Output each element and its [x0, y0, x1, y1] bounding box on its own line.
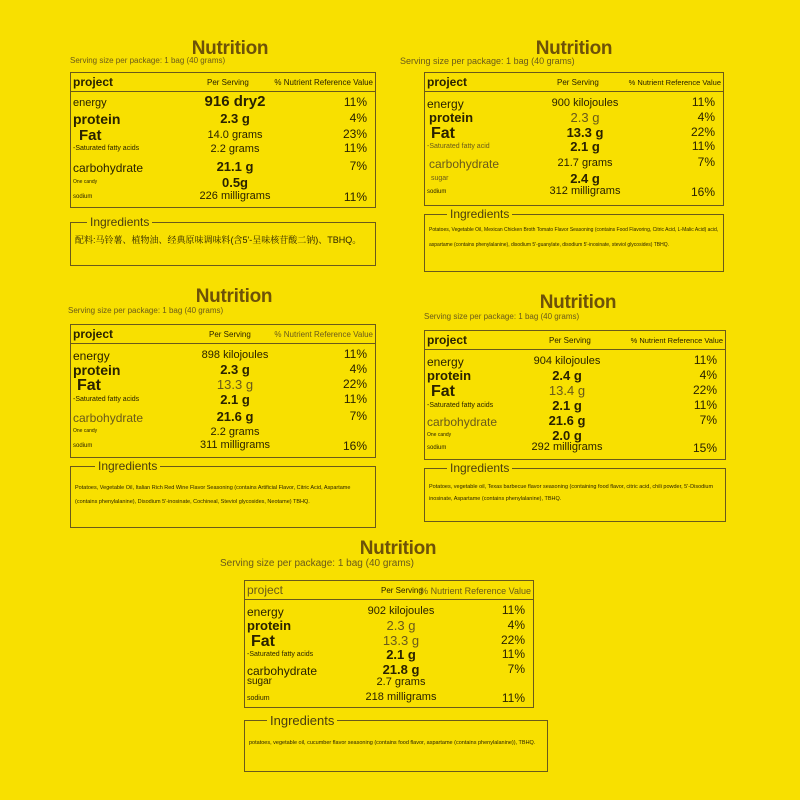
table-row	[245, 603, 533, 618]
row-value: 2.1 g	[570, 139, 600, 154]
table-header	[71, 325, 375, 344]
row-nrv: 16%	[342, 439, 367, 453]
row-name: protein	[429, 110, 474, 125]
ingredients-title: Ingredients	[447, 207, 512, 221]
table-row	[71, 409, 375, 424]
nutrition-panel-4	[424, 292, 726, 524]
row-value: 21.8 g	[382, 662, 420, 677]
table-header	[71, 73, 375, 92]
table-row	[245, 662, 533, 677]
row-nrv: 7%	[697, 155, 715, 169]
row-nrv: 22%	[692, 383, 717, 397]
table-row	[425, 413, 725, 428]
panel-title: Nutrition	[539, 292, 617, 313]
row-value: 2.2 grams	[210, 426, 260, 438]
row-name: -Saturated fatty acids	[73, 145, 140, 152]
row-name: protein	[247, 618, 292, 633]
ingredients-text: Potatoes, vegetable oil, Texas barbecue flavor seasoning (containing food flavor, citric acid, chili powder, 5'-Disodium inosinate, Aspartame (contains phenylalanine), TBHQ.	[429, 484, 714, 502]
row-nrv: 11%	[501, 647, 525, 661]
header-project: project	[73, 327, 114, 341]
row-name: -Saturated fatty acids	[73, 396, 140, 403]
serving-size: Serving size per package: 1 bag (40 grams)	[68, 306, 224, 315]
table-row	[245, 691, 533, 706]
row-name: energy	[247, 605, 284, 619]
nutrition-table	[244, 580, 534, 708]
row-nrv: 11%	[501, 691, 525, 705]
row-value: 898 kilojoules	[201, 349, 269, 361]
row-value: 2.4 g	[570, 171, 600, 186]
row-value: 13.3 g	[382, 633, 420, 648]
nutrition-table	[424, 72, 724, 206]
ingredients-text: Potatoes, Vegetable Oil, Mexican Chicken Broth Tomato Flavor Seasoning (contains Food Flavoring, Citric Acid, L-Malic Acid) acid, aspartame (contains phenylalanine), disodium 5'-guanylate, disodium 5'-inosinate, steviol glycosides) TBHQ.	[429, 227, 719, 248]
table-row	[425, 95, 723, 110]
ingredients-box	[244, 713, 548, 772]
row-name: sodium	[427, 189, 447, 195]
row-name: sodium	[73, 443, 93, 449]
row-nrv: 7%	[349, 159, 367, 173]
row-value: 2.3 g	[386, 618, 416, 633]
panel-title: Nutrition	[359, 538, 437, 559]
row-name: Fat	[77, 377, 101, 394]
header-per-serving: Per Serving	[209, 330, 251, 339]
row-nrv: 4%	[349, 362, 367, 376]
row-name: sodium	[247, 695, 270, 702]
row-value: 13.3 g	[216, 377, 254, 392]
row-name: Fat	[79, 127, 102, 144]
row-name: sodium	[73, 194, 93, 200]
row-name: -Saturated fatty acids	[427, 402, 494, 409]
table-row	[425, 441, 725, 456]
table-row	[71, 392, 375, 407]
table-row	[425, 368, 725, 383]
row-name: Fat	[431, 383, 455, 400]
ingredients-title: Ingredients	[267, 713, 337, 728]
row-name: One candy	[73, 428, 98, 434]
row-nrv: 4%	[699, 368, 717, 382]
table-row	[245, 618, 533, 633]
nutrition-table	[70, 324, 376, 458]
table-header	[245, 581, 533, 600]
row-nrv: 11%	[693, 398, 717, 412]
table-row	[425, 398, 725, 413]
panel-title: Nutrition	[535, 38, 613, 59]
row-name: One candy	[427, 432, 452, 438]
row-value: 13.3 g	[566, 125, 604, 140]
header-per-serving: Per Serving	[207, 78, 249, 87]
row-value: 218 milligrams	[365, 691, 437, 703]
row-value: 21.1 g	[216, 159, 254, 174]
serving-size: Serving size per package: 1 bag (40 grams)	[424, 312, 580, 321]
table-row	[71, 175, 375, 190]
row-nrv: 4%	[507, 618, 525, 632]
header-nrv: % Nutrient Reference Value	[274, 330, 373, 339]
table-row	[71, 362, 375, 377]
row-nrv: 11%	[343, 392, 367, 406]
row-value: 904 kilojoules	[533, 355, 601, 367]
ingredients-text: Potatoes, Vegetable Oil, Italian Rich Red Wine Flavor Seasoning (contains Artificial Flavor, Citric Acid, Aspartame (contains phenylalanine), Disodium 5'-inosinate, Cochineal, Steviol glycosides, Neotame) TBHQ.	[75, 485, 351, 505]
header-nrv: % Nutrient Reference Value	[630, 336, 723, 345]
row-nrv: 4%	[349, 111, 367, 125]
ingredients-box	[70, 215, 376, 266]
row-nrv: 15%	[692, 441, 717, 455]
row-nrv: 11%	[691, 139, 715, 153]
table-row	[71, 190, 375, 205]
row-name: protein	[73, 362, 121, 378]
ingredients-box	[424, 207, 724, 272]
row-nrv: 11%	[693, 353, 717, 367]
table-row	[71, 377, 375, 392]
row-nrv: 7%	[507, 662, 525, 676]
table-row	[425, 125, 723, 140]
table-row	[71, 424, 375, 439]
row-name: energy	[73, 349, 110, 363]
table-row	[71, 439, 375, 454]
row-value: 902 kilojoules	[367, 605, 435, 617]
row-value: 14.0 grams	[207, 129, 263, 141]
row-name: energy	[427, 97, 464, 111]
table-row	[245, 633, 533, 648]
table-row	[71, 141, 375, 156]
table-row	[71, 95, 375, 110]
row-value: 292 milligrams	[531, 441, 603, 453]
row-name: protein	[427, 368, 472, 383]
row-value: 226 milligrams	[199, 190, 271, 202]
row-nrv: 11%	[343, 347, 367, 361]
panel-title: Nutrition	[191, 38, 269, 59]
row-name: -Saturated fatty acid	[427, 143, 490, 150]
nutrition-panel-3	[70, 286, 376, 530]
row-nrv: 11%	[691, 95, 715, 109]
row-nrv: 7%	[699, 413, 717, 427]
row-name: sugar	[431, 175, 449, 182]
header-nrv: % Nutrient Reference Value	[628, 78, 721, 87]
serving-size: Serving size per package: 1 bag (40 grams)	[220, 558, 414, 569]
ingredients-title: Ingredients	[95, 459, 160, 473]
row-name: sugar	[247, 676, 273, 687]
row-name: energy	[73, 97, 107, 109]
header-nrv: % Nutrient Reference Value	[420, 586, 531, 596]
row-nrv: 22%	[342, 377, 367, 391]
row-value: 2.0 g	[552, 428, 582, 443]
row-value: 311 milligrams	[199, 439, 271, 451]
row-value: 13.4 g	[548, 383, 586, 398]
row-nrv: 11%	[343, 95, 367, 109]
table-row	[71, 347, 375, 362]
row-value: 21.6 g	[548, 413, 586, 428]
table-row	[425, 155, 723, 170]
table-row	[425, 110, 723, 125]
ingredients-text: 配料:马铃薯、植物油、经典原味调味料(含5'-呈味核苷酸二钠)、TBHQ。	[75, 235, 362, 245]
header-per-serving: Per Serving	[381, 586, 423, 595]
table-header	[425, 73, 723, 92]
row-nrv: 7%	[349, 409, 367, 423]
table-row	[425, 139, 723, 154]
table-row	[245, 647, 533, 662]
row-value: 2.1 g	[386, 647, 416, 662]
table-row	[71, 127, 375, 142]
row-name: Fat	[431, 125, 455, 142]
row-name: Fat	[251, 633, 275, 650]
header-nrv: % Nutrient Reference Value	[274, 78, 373, 87]
table-row	[425, 383, 725, 398]
row-name: energy	[427, 355, 464, 369]
row-nrv: 11%	[343, 190, 367, 204]
header-project: project	[427, 333, 468, 347]
row-value: 312 milligrams	[549, 185, 621, 197]
row-value: 2.7 grams	[376, 676, 426, 688]
row-nrv: 16%	[690, 185, 715, 199]
ingredients-box	[70, 459, 376, 528]
row-value: 2.3 g	[220, 111, 250, 126]
serving-size: Serving size per package: 1 bag (40 grams)	[70, 56, 226, 65]
header-project: project	[427, 75, 468, 89]
row-value: 2.1 g	[552, 398, 582, 413]
row-name: protein	[73, 111, 121, 127]
row-value: 2.2 grams	[210, 143, 260, 155]
row-name: carbohydrate	[73, 411, 144, 425]
row-nrv: 11%	[501, 603, 525, 617]
row-nrv: 22%	[690, 125, 715, 139]
panel-title: Nutrition	[195, 286, 273, 307]
row-nrv: 22%	[500, 633, 525, 647]
row-value: 21.7 grams	[557, 157, 613, 169]
ingredients-text: potatoes, vegetable oil, cucumber flavor seasoning (contains food flavor, aspartame (contains phenylalanine)), TBHQ.	[249, 740, 536, 746]
row-value: 2.3 g	[220, 362, 250, 377]
row-name: sodium	[427, 445, 447, 451]
row-value: 900 kilojoules	[551, 97, 619, 109]
table-row	[425, 353, 725, 368]
row-nrv: 23%	[342, 127, 367, 141]
row-value: 0.5g	[221, 175, 248, 190]
row-value: 2.1 g	[220, 392, 250, 407]
row-nrv: 4%	[697, 110, 715, 124]
nutrition-panel-2	[400, 38, 724, 272]
ingredients-title: Ingredients	[447, 461, 512, 475]
ingredients-title: Ingredients	[87, 215, 152, 229]
row-value: 2.3 g	[570, 110, 600, 125]
nutrition-table	[70, 72, 376, 208]
row-value: 21.6 g	[216, 409, 254, 424]
table-row	[425, 171, 723, 186]
header-project: project	[247, 583, 284, 597]
header-per-serving: Per Serving	[557, 78, 599, 87]
table-row	[71, 111, 375, 126]
table-row	[71, 159, 375, 174]
header-project: project	[73, 75, 114, 89]
row-name: carbohydrate	[429, 157, 500, 171]
row-name: carbohydrate	[247, 664, 318, 678]
nutrition-panel-5	[220, 538, 558, 774]
row-value: 2.4 g	[552, 368, 582, 383]
ingredients-box	[424, 461, 726, 522]
row-nrv: 11%	[343, 141, 367, 155]
nutrition-panel-1	[70, 38, 376, 268]
row-name: carbohydrate	[73, 161, 144, 175]
nutrition-table	[424, 330, 726, 460]
table-header	[425, 331, 725, 350]
serving-size: Serving size per package: 1 bag (40 grams)	[400, 56, 575, 66]
header-per-serving: Per Serving	[549, 336, 591, 345]
table-row	[425, 185, 723, 200]
row-name: -Saturated fatty acids	[247, 651, 314, 658]
row-value: 916 dry2	[204, 93, 266, 110]
table-row	[245, 676, 533, 691]
row-name: carbohydrate	[427, 415, 498, 429]
row-name: One candy	[73, 179, 98, 185]
